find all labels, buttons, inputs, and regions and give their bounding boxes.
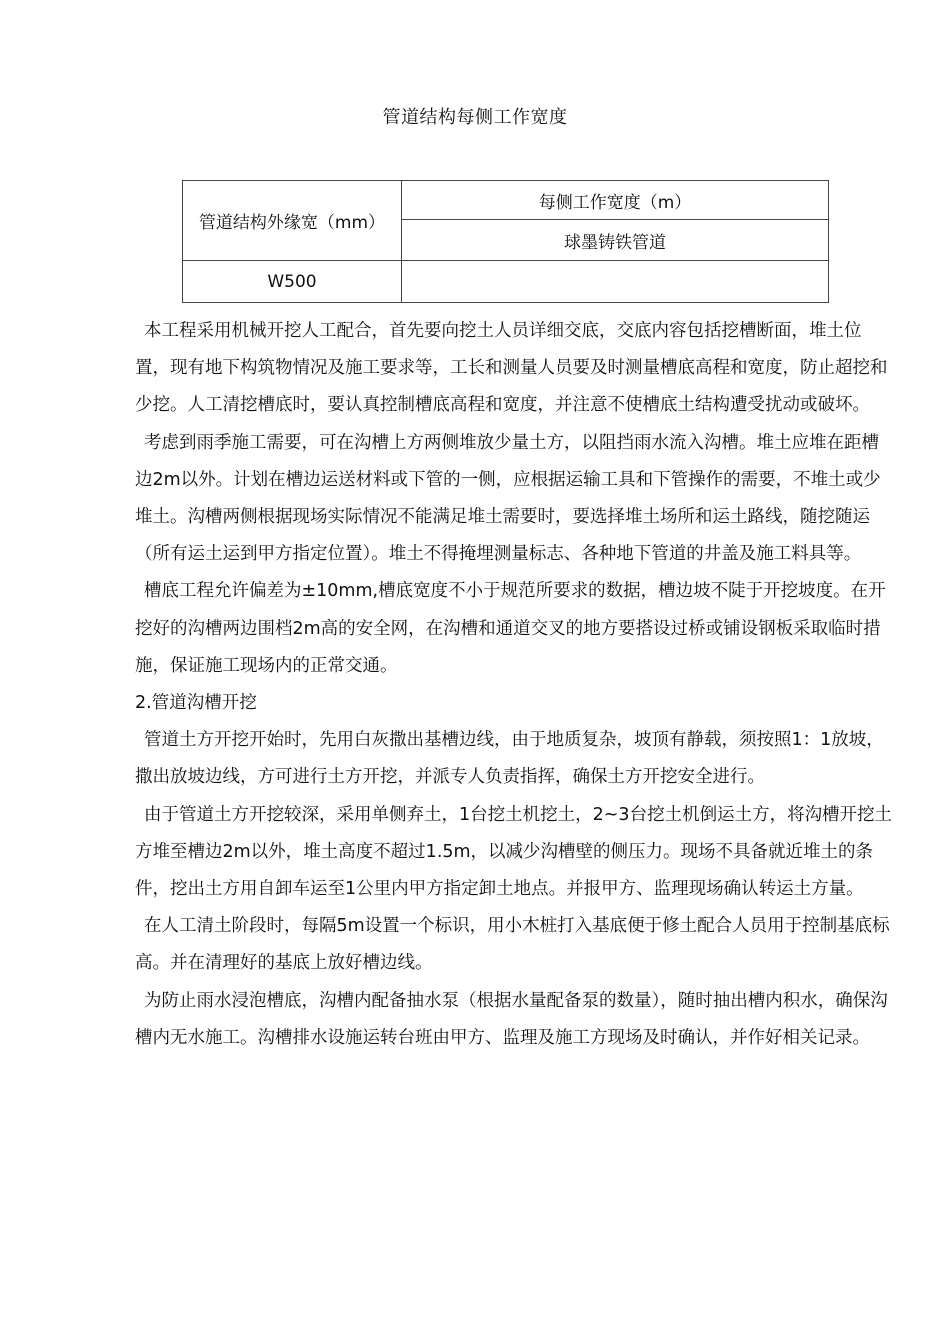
header-work-width: 每侧工作宽度（m） (402, 181, 829, 220)
paragraph-rainy-season: 考虑到雨季施工需要，可在沟槽上方两侧堆放少量土方，以阻挡雨水流入沟槽。堆土应堆在距槽边2m以外。计划在槽边运送材料或下管的一侧，应根据运输工具和下管操作的需要，不堆土或少堆土。沟槽两侧根据现场实际情况不能满足堆土需要时，要选择堆土场所和运土路线，随挖随运（所有运土运到甲方指定位置）。堆土不得掩埋测量标志、各种地下管道的井盖及施工料具等。 (135, 432, 881, 565)
paragraph-tolerance: 槽底工程允许偏差为±10mm,槽底宽度不小于规范所要求的数据，槽边坡不陡于开挖坡度。在开挖好的沟槽两边围档2m高的安全网，在沟槽和通道交叉的地方要搭设过桥或铺设钢板采取临时措施，保证施工现场内的正常交通。 (135, 581, 886, 676)
header-outer-width: 管道结构外缘宽（mm） (183, 181, 402, 261)
paragraph-dewatering: 为防止雨水浸泡槽底，沟槽内配备抽水泵（根据水量配备泵的数量），随时抽出槽内积水，确保沟槽内无水施工。沟槽排水设施运转台班由甲方、监理及施工方现场及时确认，并作好相关记录。 (135, 990, 888, 1048)
header-ductile-iron-pipe: 球墨铸铁管道 (402, 220, 829, 261)
row-label-w500: W500 (183, 261, 402, 303)
row-value-w500 (402, 261, 829, 303)
body-text (135, 313, 895, 1057)
table-title: 管道结构每侧工作宽度 (382, 107, 568, 128)
paragraph-excavation-method: 本工程采用机械开挖人工配合，首先要向挖土人员详细交底，交底内容包括挖槽断面，堆土位置，现有地下构筑物情况及施工要求等，工长和测量人员要及时测量槽底高程和宽度，防止超挖和少挖。人工清挖槽底时，要认真控制槽底高程和宽度，并注意不使槽底土结构遭受扰动或破坏。 (135, 321, 888, 416)
paragraph-spoil-disposal: 由于管道土方开挖较深，采用单侧弃土，1台挖土机挖土，2~3台挖土机倒运土方，将沟槽开挖土方堆至槽边2m以外，堆土高度不超过1.5m，以减少沟槽壁的侧压力。现场不具备就近堆土的条件，挖出土方用自卸车运至1公里内甲方指定卸土地点。并报甲方、监理现场确认转运土方量。 (135, 804, 893, 900)
paragraph-slope: 管道土方开挖开始时，先用白灰撒出基槽边线，由于地质复杂，坡顶有静载，须按照1：1放坡，撒出放坡边线，方可进行土方开挖，并派专人负责指挥，确保土方开挖安全进行。 (135, 730, 884, 788)
work-width-table (182, 180, 829, 303)
paragraph-manual-cleaning: 在人工清土阶段时，每隔5m设置一个标识，用小木桩打入基底便于修土配合人员用于控制基底标高。并在清理好的基底上放好槽边线。 (135, 916, 890, 974)
section-heading-trench-excavation: 2.管道沟槽开挖 (135, 693, 257, 714)
